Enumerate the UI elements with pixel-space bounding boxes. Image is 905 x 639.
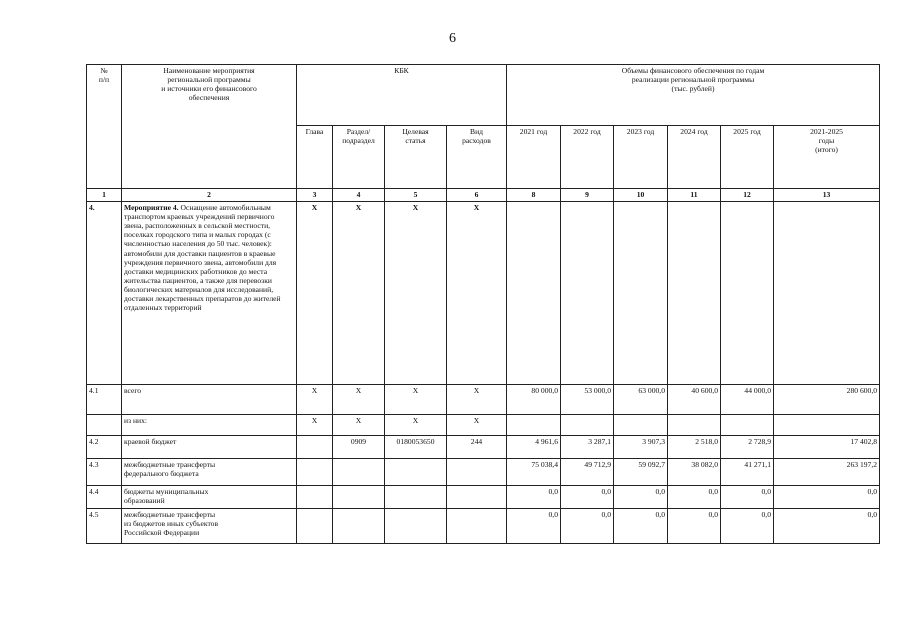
col-number: 12 — [721, 189, 774, 202]
col-number: 2 — [122, 189, 297, 202]
row-stat: X — [385, 415, 447, 436]
row-y2022: 0,0 — [561, 486, 614, 509]
table-row — [87, 436, 880, 459]
row-y2022 — [561, 415, 614, 436]
row-y2024: 0,0 — [668, 509, 721, 544]
row-y2021: 80 000,0 — [507, 385, 561, 415]
table-row — [87, 509, 880, 544]
row-y2025 — [721, 415, 774, 436]
header-vid: Вид расходов — [447, 126, 507, 189]
row-num — [87, 415, 122, 436]
col-number: 11 — [668, 189, 721, 202]
header-num: № п/п — [87, 65, 122, 189]
row-y2024: 0,0 — [668, 486, 721, 509]
row-total: 17 402,8 — [774, 436, 880, 459]
activity-vid: X — [447, 202, 507, 385]
column-numbers-row — [87, 189, 880, 202]
activity-razdel: X — [333, 202, 385, 385]
col-number: 8 — [507, 189, 561, 202]
col-number: 10 — [614, 189, 668, 202]
header-razdel: Раздел/ подраздел — [333, 126, 385, 189]
table-row — [87, 415, 880, 436]
row-total — [774, 415, 880, 436]
row-razdel: 0909 — [333, 436, 385, 459]
row-y2021: 75 038,4 — [507, 459, 561, 486]
table-row — [87, 385, 880, 415]
row-y2022: 0,0 — [561, 509, 614, 544]
row-y2021: 0,0 — [507, 486, 561, 509]
row-y2024: 38 082,0 — [668, 459, 721, 486]
row-name: краевой бюджет — [122, 436, 297, 459]
row-vid: X — [447, 415, 507, 436]
header-name: Наименование мероприятия региональной программы и источники его финансового обеспечения — [122, 65, 297, 189]
header-y2023: 2023 год — [614, 126, 668, 189]
row-y2023 — [614, 415, 668, 436]
activity-text: Оснащение автомобильным транспортом краевых учреждений первичного звена, расположенных в сельской местности, поселках городского типа и малых городах (с численностью населения до 50 тыс. человек): автомобили для доставки пациентов в краевые учреждения первичного звена, автомобили для доставки медицинских работников до места жительства пациентов, а также для перевозки биологических материалов для исследований, доставки лекарственных препаратов до жителей отдаленных территорий — [124, 203, 281, 313]
row-y2021: 0,0 — [507, 509, 561, 544]
row-y2023: 63 000,0 — [614, 385, 668, 415]
row-y2021: 4 961,6 — [507, 436, 561, 459]
row-total: 263 197,2 — [774, 459, 880, 486]
activity-stat: X — [385, 202, 447, 385]
row-vid — [447, 459, 507, 486]
row-y2022: 49 712,9 — [561, 459, 614, 486]
row-name: межбюджетные трансферты федерального бюджета — [122, 459, 297, 486]
header-glava: Глава — [297, 126, 333, 189]
row-y2024 — [668, 415, 721, 436]
row-y2023: 0,0 — [614, 486, 668, 509]
col-number: 5 — [385, 189, 447, 202]
row-glava — [297, 436, 333, 459]
col-number: 9 — [561, 189, 614, 202]
header-y2025: 2025 год — [721, 126, 774, 189]
row-total: 280 600,0 — [774, 385, 880, 415]
col-number: 3 — [297, 189, 333, 202]
col-number: 6 — [447, 189, 507, 202]
row-glava — [297, 509, 333, 544]
row-glava: X — [297, 415, 333, 436]
header-y2024: 2024 год — [668, 126, 721, 189]
header-y2022: 2022 год — [561, 126, 614, 189]
row-y2025: 0,0 — [721, 509, 774, 544]
row-vid: X — [447, 385, 507, 415]
row-total: 0,0 — [774, 509, 880, 544]
row-name: бюджеты муниципальных образований — [122, 486, 297, 509]
row-name: из них: — [122, 415, 297, 436]
row-razdel: X — [333, 415, 385, 436]
row-y2024: 40 600,0 — [668, 385, 721, 415]
row-y2025: 41 271,1 — [721, 459, 774, 486]
row-stat — [385, 509, 447, 544]
row-vid: 244 — [447, 436, 507, 459]
activity-glava: X — [297, 202, 333, 385]
row-y2024: 2 518,0 — [668, 436, 721, 459]
row-y2025: 44 000,0 — [721, 385, 774, 415]
row-y2023: 59 092,7 — [614, 459, 668, 486]
row-razdel — [333, 486, 385, 509]
header-total: 2021-2025 годы (итого) — [774, 126, 880, 189]
row-num: 4.3 — [87, 459, 122, 486]
row-y2022: 53 000,0 — [561, 385, 614, 415]
col-number: 4 — [333, 189, 385, 202]
row-razdel — [333, 459, 385, 486]
col-number: 13 — [774, 189, 880, 202]
row-glava — [297, 486, 333, 509]
row-y2021 — [507, 415, 561, 436]
row-name: межбюджетные трансферты из бюджетов иных субъектов Российской Федерации — [122, 509, 297, 544]
row-num: 4.2 — [87, 436, 122, 459]
row-stat: 0180053650 — [385, 436, 447, 459]
row-glava — [297, 459, 333, 486]
row-num: 4.4 — [87, 486, 122, 509]
row-y2025: 2 728,9 — [721, 436, 774, 459]
row-stat — [385, 459, 447, 486]
activity-description — [122, 202, 297, 385]
row-y2023: 0,0 — [614, 509, 668, 544]
table-row — [87, 486, 880, 509]
activity-num: 4. — [87, 202, 122, 385]
col-number: 1 — [87, 189, 122, 202]
financing-table — [86, 64, 880, 544]
row-stat: X — [385, 385, 447, 415]
header-volumes: Объемы финансового обеспечения по годам реализации региональной программы (тыс. рублей) — [507, 65, 880, 126]
activity-title: Мероприятие 4. — [124, 203, 179, 212]
header-kbk: КБК — [297, 65, 507, 126]
activity-row — [87, 202, 880, 385]
header-y2021: 2021 год — [507, 126, 561, 189]
header-stat: Целевая статья — [385, 126, 447, 189]
row-razdel: X — [333, 385, 385, 415]
row-y2025: 0,0 — [721, 486, 774, 509]
row-vid — [447, 509, 507, 544]
page-number: 6 — [449, 31, 456, 46]
row-glava: X — [297, 385, 333, 415]
row-vid — [447, 486, 507, 509]
row-num: 4.1 — [87, 385, 122, 415]
row-y2022: 3 287,1 — [561, 436, 614, 459]
row-razdel — [333, 509, 385, 544]
row-name: всего — [122, 385, 297, 415]
row-y2023: 3 907,3 — [614, 436, 668, 459]
row-total: 0,0 — [774, 486, 880, 509]
table-row — [87, 459, 880, 486]
row-num: 4.5 — [87, 509, 122, 544]
row-stat — [385, 486, 447, 509]
